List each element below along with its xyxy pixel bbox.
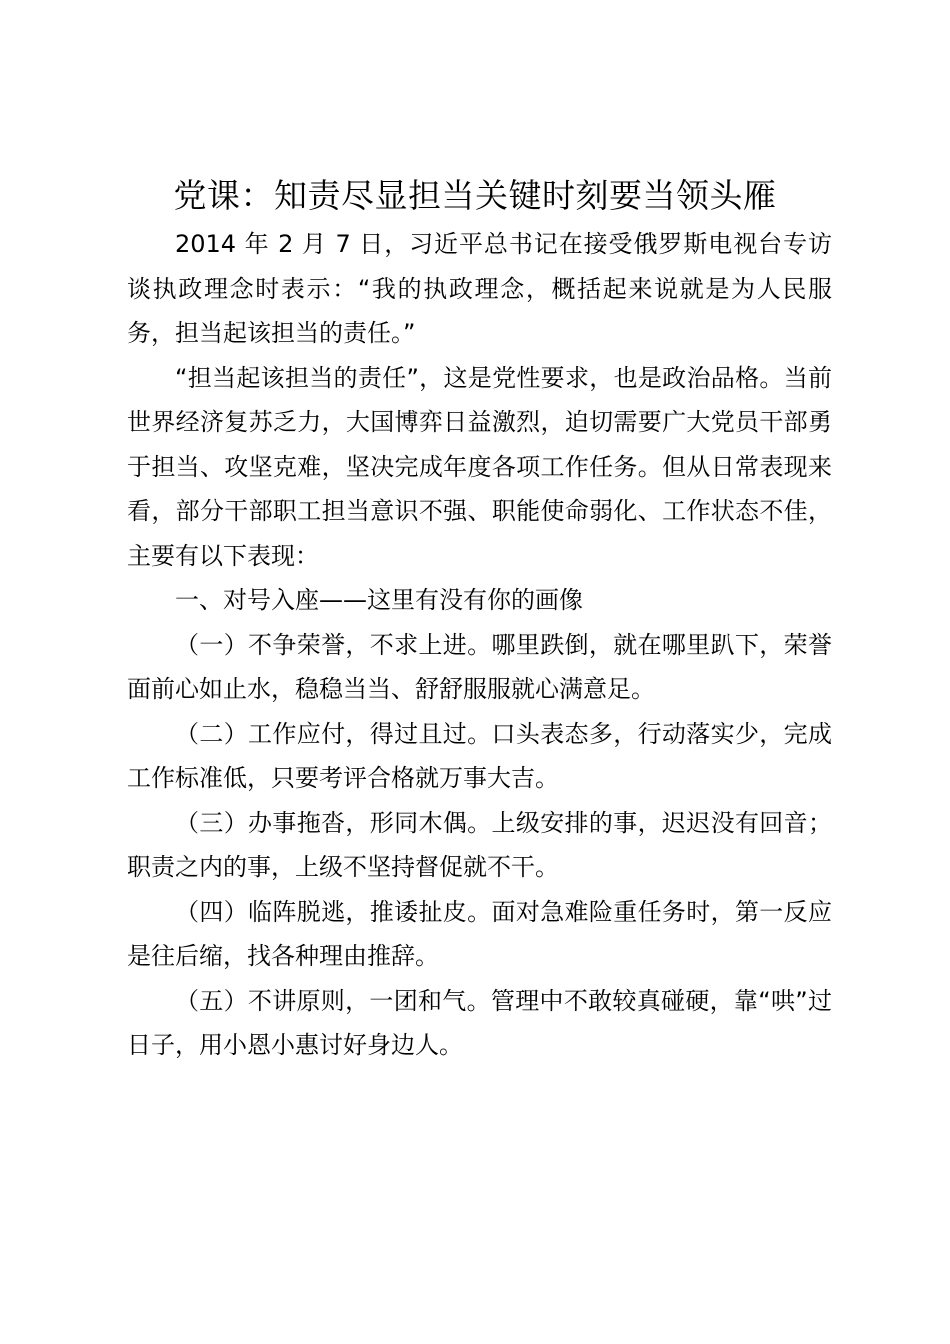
document-body <box>127 222 832 1068</box>
list-item-3: （三）办事拖沓，形同木偶。上级安排的事，迟迟没有回音；职责之内的事，上级不坚持督促就不干。 <box>127 808 832 881</box>
document-title: 党课：知责尽显担当关键时刻要当领头雁 <box>173 176 777 215</box>
list-item-5: （五）不讲原则，一团和气。管理中不敢较真碰硬，靠“哄”过日子，用小恩小惠讨好身边人。 <box>127 986 832 1059</box>
paragraph-responsibility: “担当起该担当的责任”，这是党性要求，也是政治品格。当前世界经济复苏乏力，大国博弈日益激烈，迫切需要广大党员干部勇于担当、攻坚克难，坚决完成年度各项工作任务。但从日常表现来看，部分干部职工担当意识不强、职能使命弱化、工作状态不佳，主要有以下表现： <box>127 363 832 570</box>
list-item-2: （二）工作应付，得过且过。口头表态多，行动落实少，完成工作标准低，只要考评合格就万事大吉。 <box>127 719 832 792</box>
list-item-4: （四）临阵脱逃，推诿扯皮。面对急难险重任务时，第一反应是往后缩，找各种理由推辞。 <box>127 897 832 970</box>
paragraph-intro: 2014 年 2 月 7 日，习近平总书记在接受俄罗斯电视台专访谈执政理念时表示：“我的执政理念，概括起来说就是为人民服务，担当起该担当的责任。” <box>127 230 832 347</box>
section-heading: 一、对号入座——这里有没有你的画像 <box>175 586 583 614</box>
list-item-1: （一）不争荣誉，不求上进。哪里跌倒，就在哪里趴下，荣誉面前心如止水，稳稳当当、舒舒服服就心满意足。 <box>127 630 832 703</box>
